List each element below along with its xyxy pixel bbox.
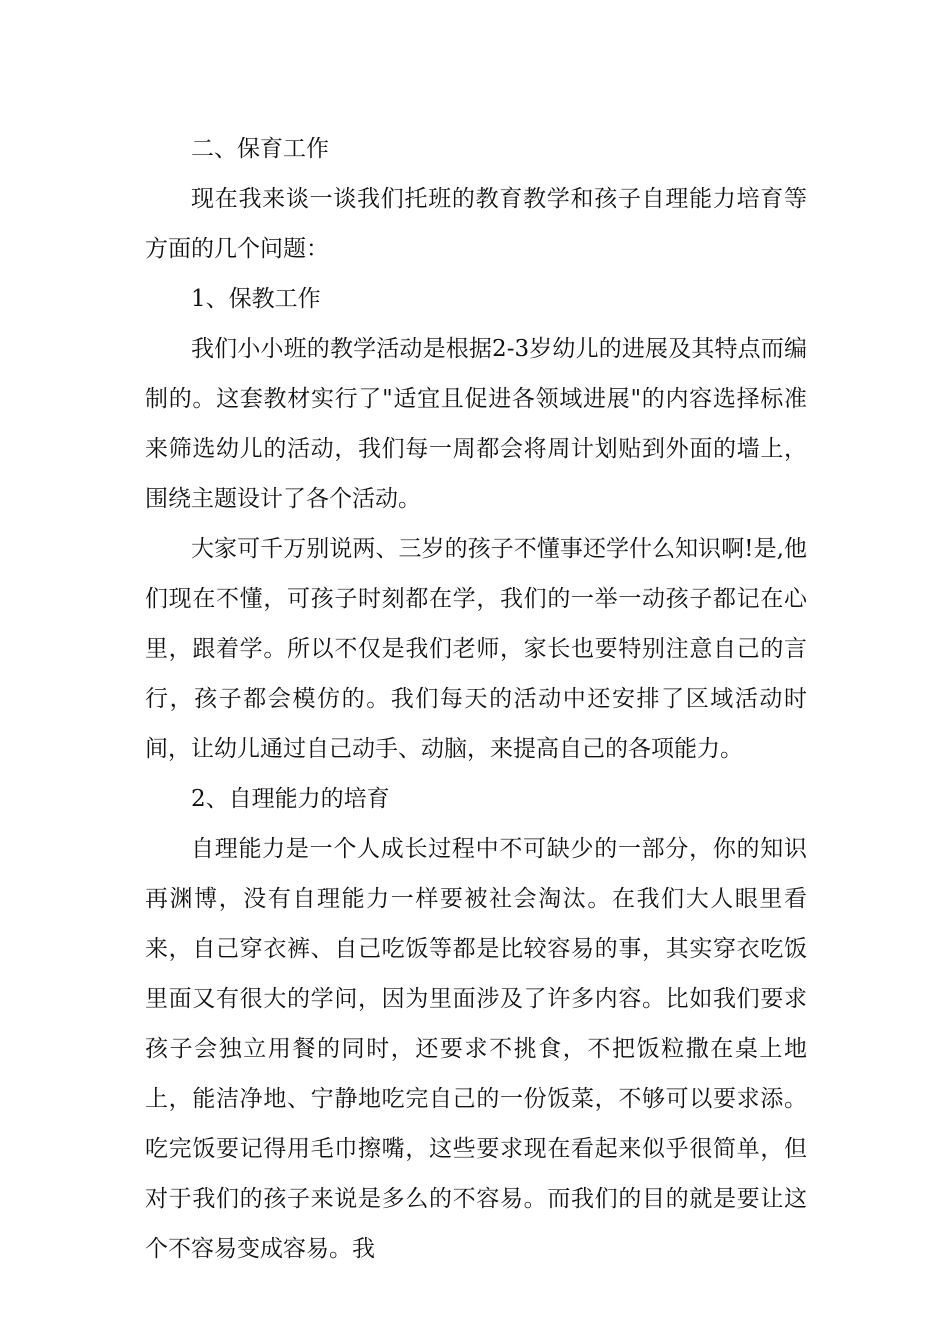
paragraph-intro: 现在我来谈一谈我们托班的教育教学和孩子自理能力培育等方面的几个问题： xyxy=(145,186,807,262)
subsection-heading-self-care: 2、自理能力的培育 xyxy=(191,786,390,812)
paragraph-self-care: 自理能力是一个人成长过程中不可缺少的一部分，你的知识再渊博，没有自理能力一样要被社会淘汰。在我们大人眼里看来，自己穿衣裤、自己吃饭等都是比较容易的事，其实穿衣吃饭里面又有很大的学问，因为里面涉及了许多内容。比如我们要求孩子会独立用餐的同时，还要求不挑食，不把饭粒撒在桌上地上，能洁净地、宁静地吃完自己的一份饭菜，不够可以要求添。吃完饭要记得用毛巾擦嘴，这些要求现在看起来似乎很简单，但对于我们的孩子来说是多么的不容易。而我们的目的就是要让这个不容易变成容易。我 xyxy=(145,836,807,1262)
section-heading-baoyu: 二、保育工作 xyxy=(191,136,329,162)
document-body xyxy=(145,124,807,1274)
subsection-heading-baojiao: 1、保教工作 xyxy=(191,286,321,312)
paragraph-teaching-activities: 我们小小班的教学活动是根据2-3岁幼儿的进展及其特点而编制的。这套教材实行了"适宜且促进各领域进展"的内容选择标准来筛选幼儿的活动，我们每一周都会将周计划贴到外面的墙上，围绕主题设计了各个活动。 xyxy=(145,336,807,512)
paragraph-children-learning: 大家可千万别说两、三岁的孩子不懂事还学什么知识啊!是,他们现在不懂，可孩子时刻都在学，我们的一举一动孩子都记在心里，跟着学。所以不仅是我们老师，家长也要特别注意自己的言行，孩子都会模仿的。我们每天的活动中还安排了区域活动时间，让幼儿通过自己动手、动脑，来提高自己的各项能力。 xyxy=(145,536,807,762)
